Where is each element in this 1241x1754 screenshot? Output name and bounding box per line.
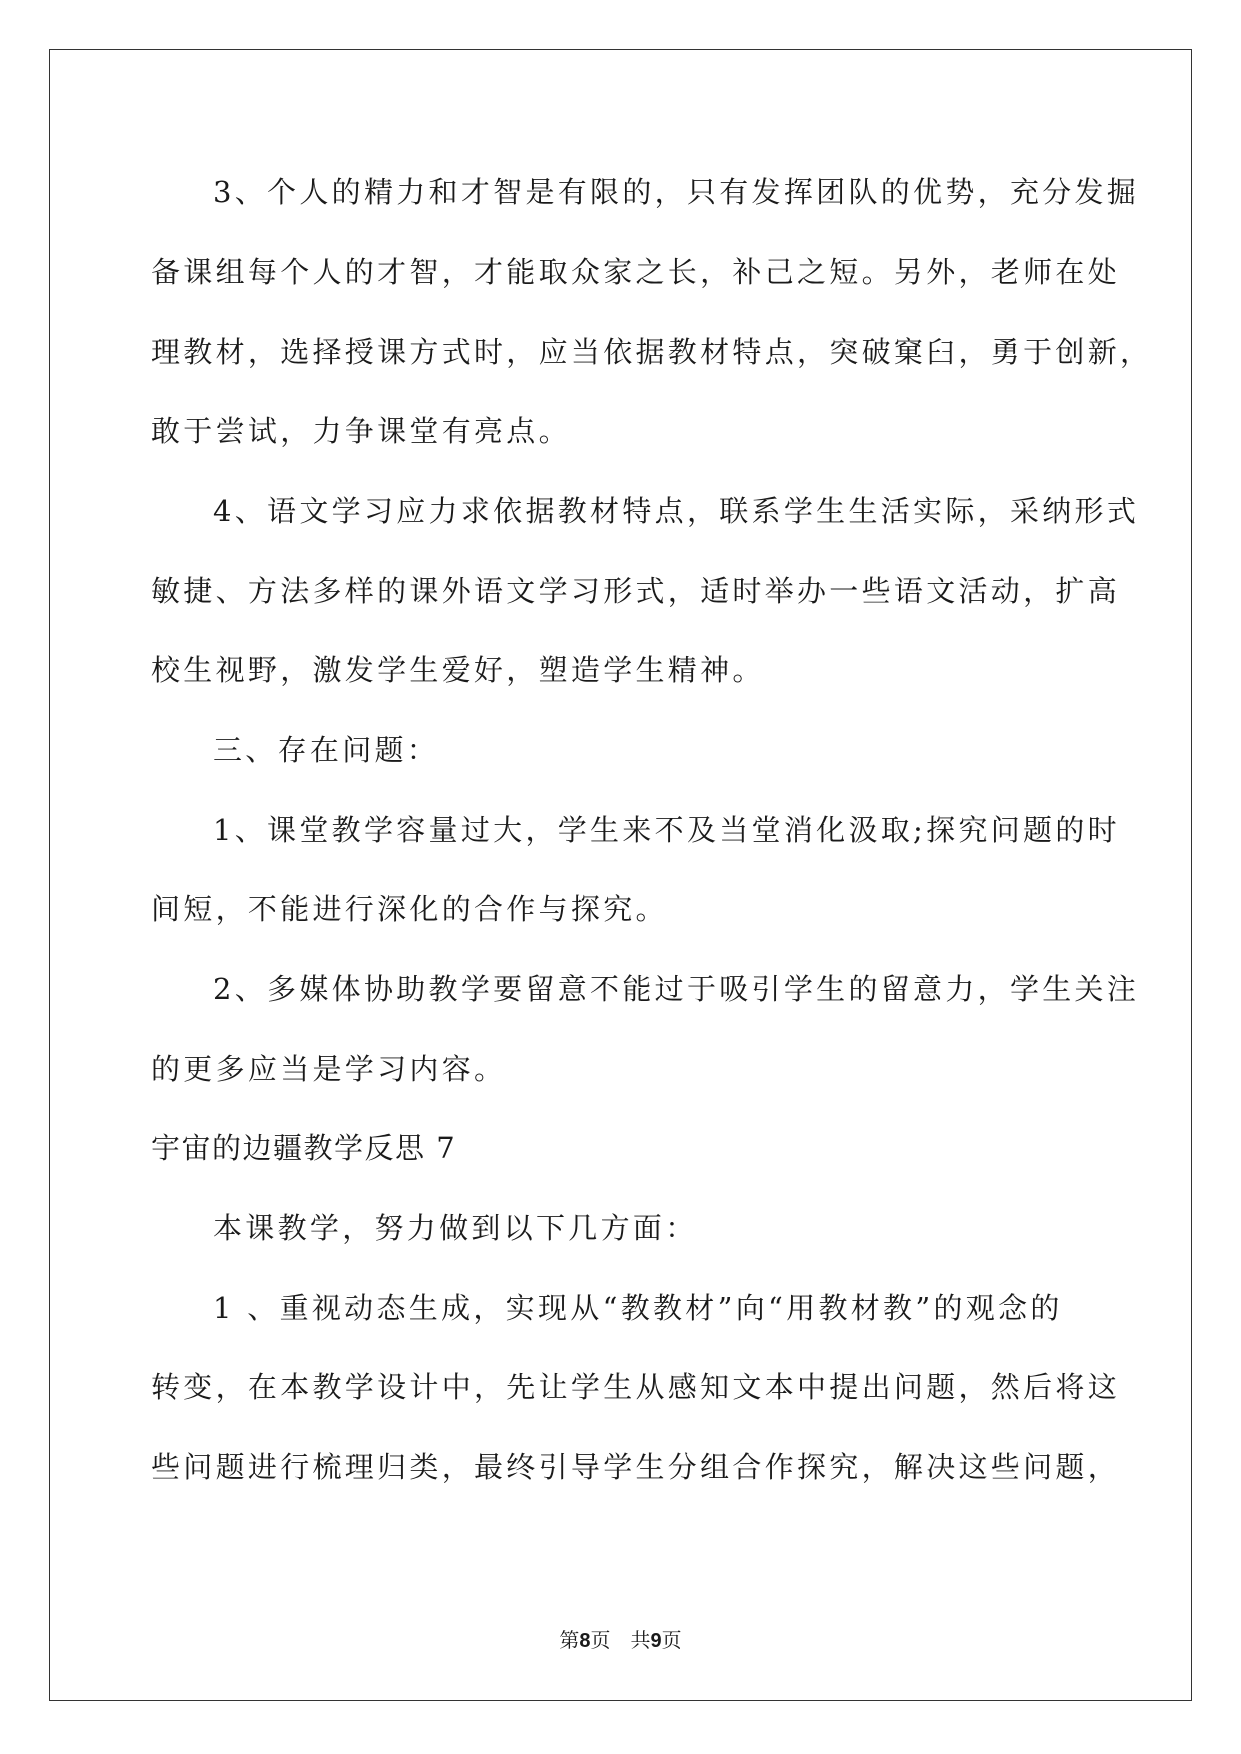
page-suffix: 页 bbox=[661, 1628, 682, 1652]
article-title: 宇宙的边疆教学反思 7 bbox=[151, 1131, 457, 1165]
page-footer bbox=[0, 1627, 1241, 1654]
text-line: 间短，不能进行深化的合作与探究。 bbox=[151, 892, 668, 926]
text-line: 备课组每个人的才智，才能取众家之长，补己之短。另外，老师在处 bbox=[151, 255, 1121, 289]
text-line: 敢于尝试，力争课堂有亮点。 bbox=[151, 414, 571, 448]
text-line: 敏捷、方法多样的课外语文学习形式，适时举办一些语文活动，扩高 bbox=[151, 574, 1121, 608]
text-line: 的更多应当是学习内容。 bbox=[151, 1052, 507, 1086]
text-line: 理教材，选择授课方式时，应当依据教材特点，突破窠臼，勇于创新， bbox=[151, 335, 1153, 369]
text-line: 3、个人的精力和才智是有限的，只有发挥团队的优势，充分发掘 bbox=[213, 175, 1140, 209]
page-prefix: 第 bbox=[559, 1628, 580, 1652]
total-page-number: 9 bbox=[650, 1630, 662, 1652]
current-page-number: 8 bbox=[579, 1630, 591, 1652]
text-line: 2、多媒体协助教学要留意不能过于吸引学生的留意力，学生关注 bbox=[213, 972, 1140, 1006]
text-line: 1 、重视动态生成，实现从“教教材”向“用教材教”的观念的 bbox=[213, 1291, 1063, 1325]
text-line: 本课教学，努力做到以下几方面： bbox=[213, 1211, 698, 1245]
page-mid: 页 共 bbox=[590, 1628, 651, 1652]
text-line: 些问题进行梳理归类，最终引导学生分组合作探究，解决这些问题， bbox=[151, 1450, 1121, 1484]
text-line: 校生视野，激发学生爱好，塑造学生精神。 bbox=[151, 653, 765, 687]
section-heading: 三、存在问题： bbox=[213, 733, 440, 767]
text-line: 转变，在本教学设计中，先让学生从感知文本中提出问题，然后将这 bbox=[151, 1370, 1121, 1404]
text-line: 4、语文学习应力求依据教材特点，联系学生生活实际，采纳形式 bbox=[213, 494, 1140, 528]
text-line: 1、课堂教学容量过大，学生来不及当堂消化汲取;探究问题的时 bbox=[213, 813, 1120, 847]
